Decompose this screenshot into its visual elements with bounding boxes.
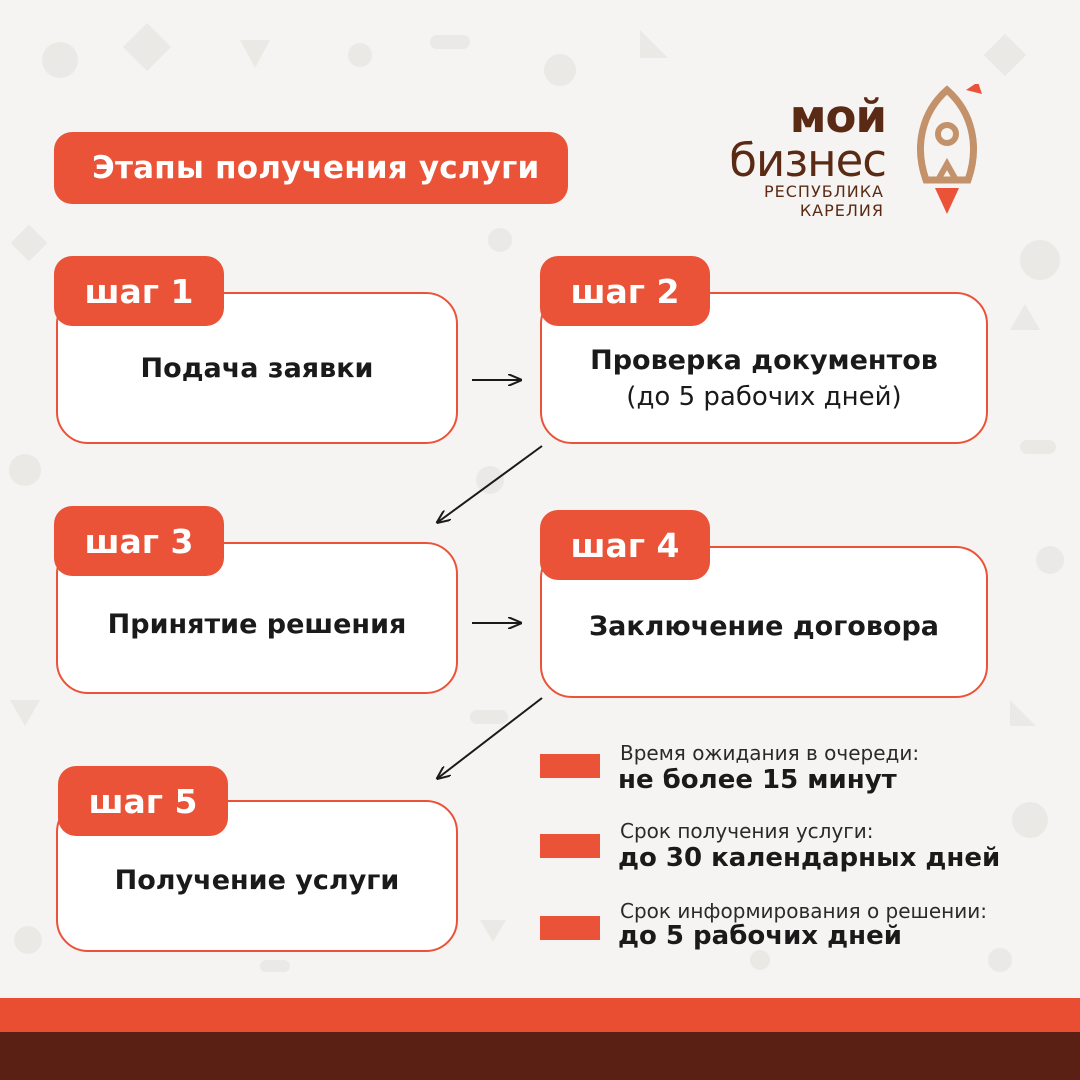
info-2-marker: [540, 834, 600, 858]
footer-stripe-brown: [0, 1032, 1080, 1080]
step-3-text: Принятие решения: [107, 609, 407, 640]
info-2-value: до 30 календарных дней: [618, 843, 1001, 873]
step-3-tab: шаг 3: [54, 506, 224, 576]
logo-line-2: бизнес: [729, 134, 886, 187]
info-3-value: до 5 рабочих дней: [618, 921, 902, 951]
logo-line-4: КАРЕЛИЯ: [799, 201, 884, 220]
page-title: [54, 132, 568, 204]
step-4-tab: шаг 4: [540, 510, 710, 580]
logo-line-3: РЕСПУБЛИКА: [764, 182, 884, 201]
rocket-icon: [902, 84, 992, 224]
info-3-label: Срок информирования о решении:: [620, 899, 987, 923]
info-2-label: Срок получения услуги:: [620, 819, 874, 843]
step-1-tab: шаг 1: [54, 256, 224, 326]
logo-line-1: мой: [789, 90, 886, 143]
step-1-text: Подача заявки: [140, 353, 374, 384]
info-1-marker: [540, 754, 600, 778]
footer-stripe-orange: [0, 998, 1080, 1032]
step-4-text: Заключение договора: [588, 611, 940, 642]
info-1-value: не более 15 минут: [618, 765, 897, 795]
info-3-marker: [540, 916, 600, 940]
step-2-text: Проверка документов: [590, 345, 938, 376]
step-5-text: Получение услуги: [114, 865, 400, 896]
step-2-tab: шаг 2: [540, 256, 710, 326]
page-title-text: Этапы получения услуги: [92, 150, 540, 186]
step-2-subtext: (до 5 рабочих дней): [626, 382, 902, 412]
brand-logo: [696, 84, 996, 224]
info-1-label: Время ожидания в очереди:: [620, 741, 920, 765]
step-5-tab: шаг 5: [58, 766, 228, 836]
